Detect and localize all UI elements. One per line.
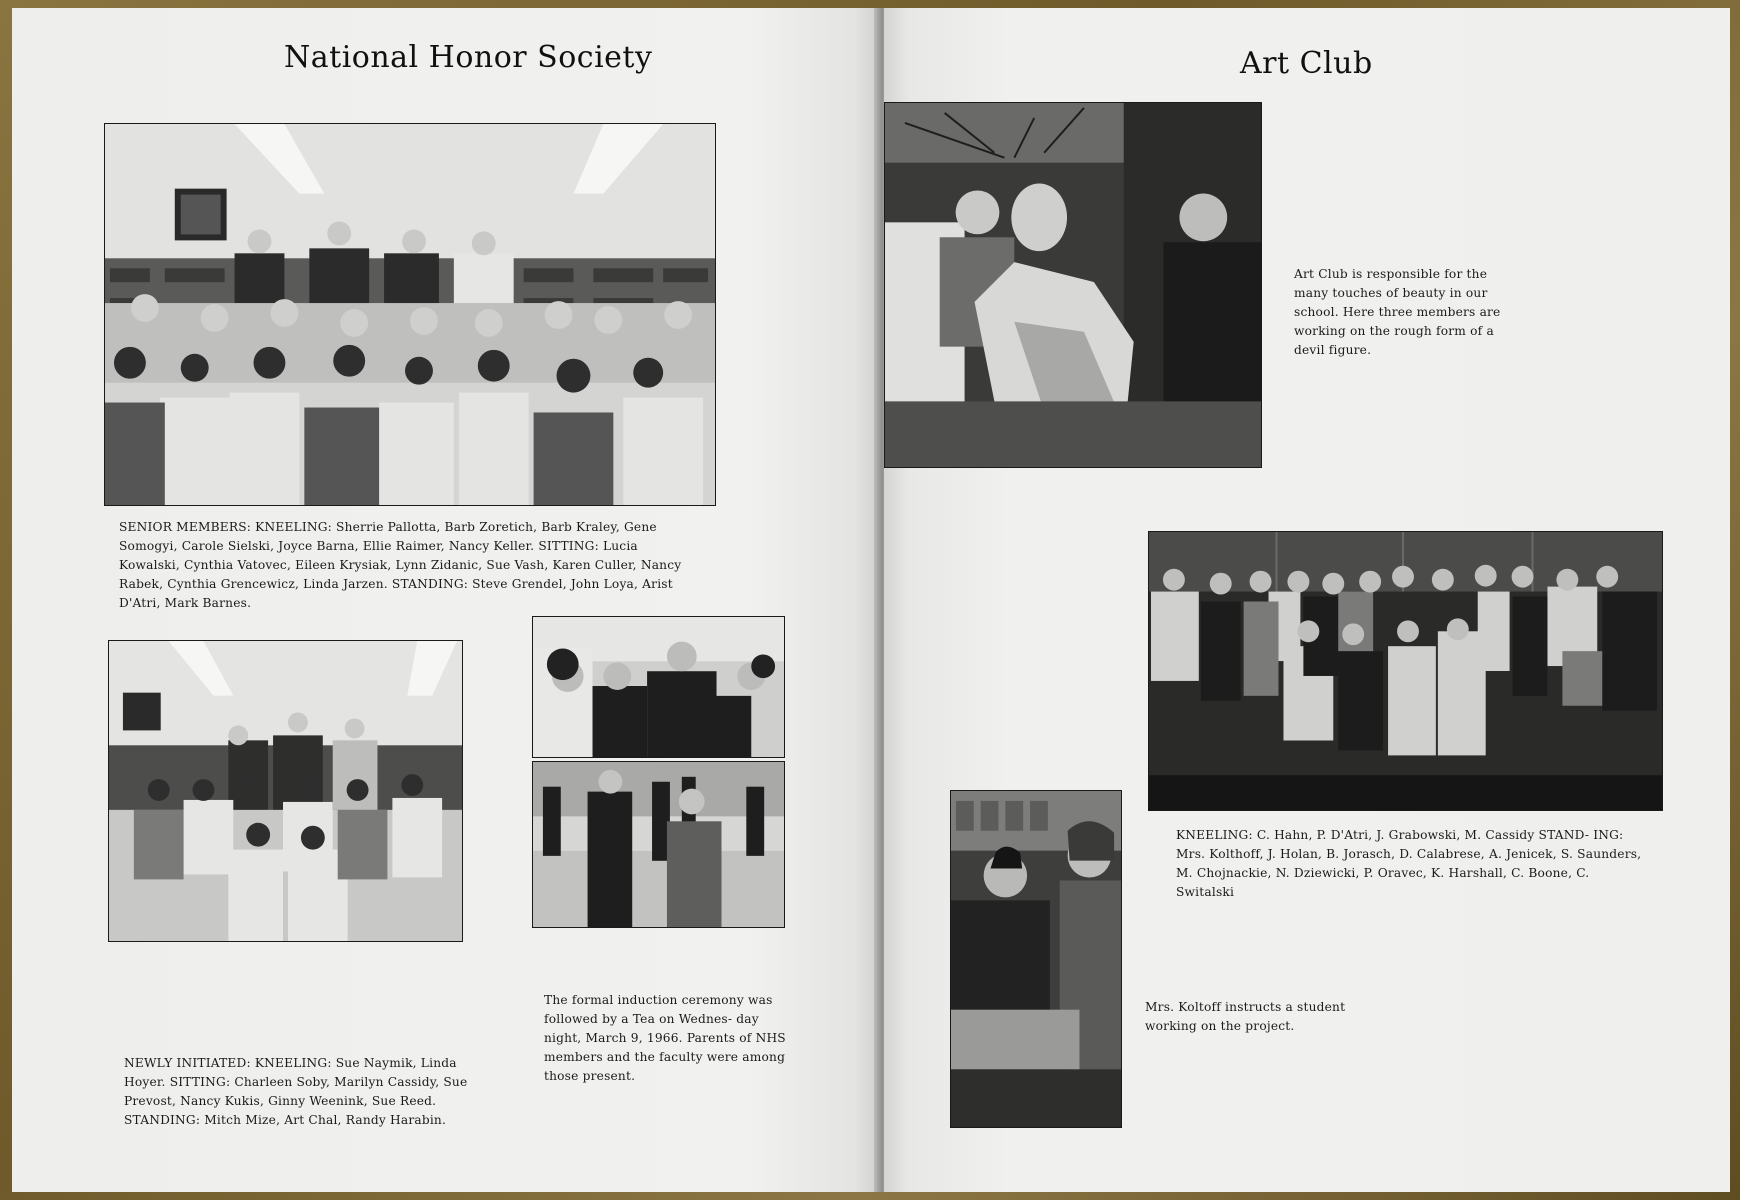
left-page: [12, 8, 880, 1192]
nhs-new-members-photo: [108, 640, 463, 942]
art-club-instruct-caption: Mrs. Koltoff instructs a student working on the project.: [1145, 1000, 1346, 1033]
nhs-senior-photo: [104, 123, 716, 506]
induction-ceremony-photo-top: [532, 616, 785, 758]
nhs-senior-caption: SENIOR MEMBERS: KNEELING: Sherrie Pallotta, Barb Zoretich, Barb Kraley, Gene Somogyi, Carole Sielski, Joyce Barna, Ellie Raimer, Nancy Keller. SITTING: Lucia Kowalski, Cynthia Vatovec, Eileen Krysiak, Lynn Zidanic, Sue Vash, Karen Culler, Nancy Rabek, Cynthia Grencewicz, Linda Jarzen. STANDING: Steve Grendel, John Loya, Arist D'Atri, Mark Barnes.: [119, 520, 682, 610]
art-club-group-caption: KNEELING: C. Hahn, P. D'Atri, J. Grabowski, M. Cassidy STAND- ING: Mrs. Kolthoff, J. Holan, B. Jorasch, D. Calabrese, A. Jenicek, S. Saunders, M. Chojnackie, N. Dziewicki, P. Oravec, K. Harshall, C. Boone, C. Switalski: [1176, 828, 1642, 899]
art-club-devil-figure-photo: [884, 102, 1262, 468]
right-page: [884, 8, 1730, 1192]
art-club-intro-caption: Art Club is responsible for the many touches of beauty in our school. Here three members are working on the rough form of a devil figure.: [1294, 267, 1501, 357]
induction-ceremony-caption: The formal induction ceremony was followed by a Tea on Wednes- day night, March 9, 1966. Parents of NHS members and the faculty were among those present.: [544, 993, 786, 1083]
art-club-title: Art Club: [1240, 46, 1373, 81]
art-club-instruct-photo: [950, 790, 1122, 1128]
nhs-new-members-caption: NEWLY INITIATED: KNEELING: Sue Naymik, Linda Hoyer. SITTING: Charleen Soby, Marilyn Cassidy, Sue Prevost, Nancy Kukis, Ginny Weenink, Sue Reed. STANDING: Mitch Mize, Art Chal, Randy Harabin.: [124, 1056, 468, 1127]
art-club-group-photo: [1148, 531, 1663, 811]
nhs-title: National Honor Society: [284, 40, 653, 75]
induction-ceremony-photo-bottom: [532, 761, 785, 928]
